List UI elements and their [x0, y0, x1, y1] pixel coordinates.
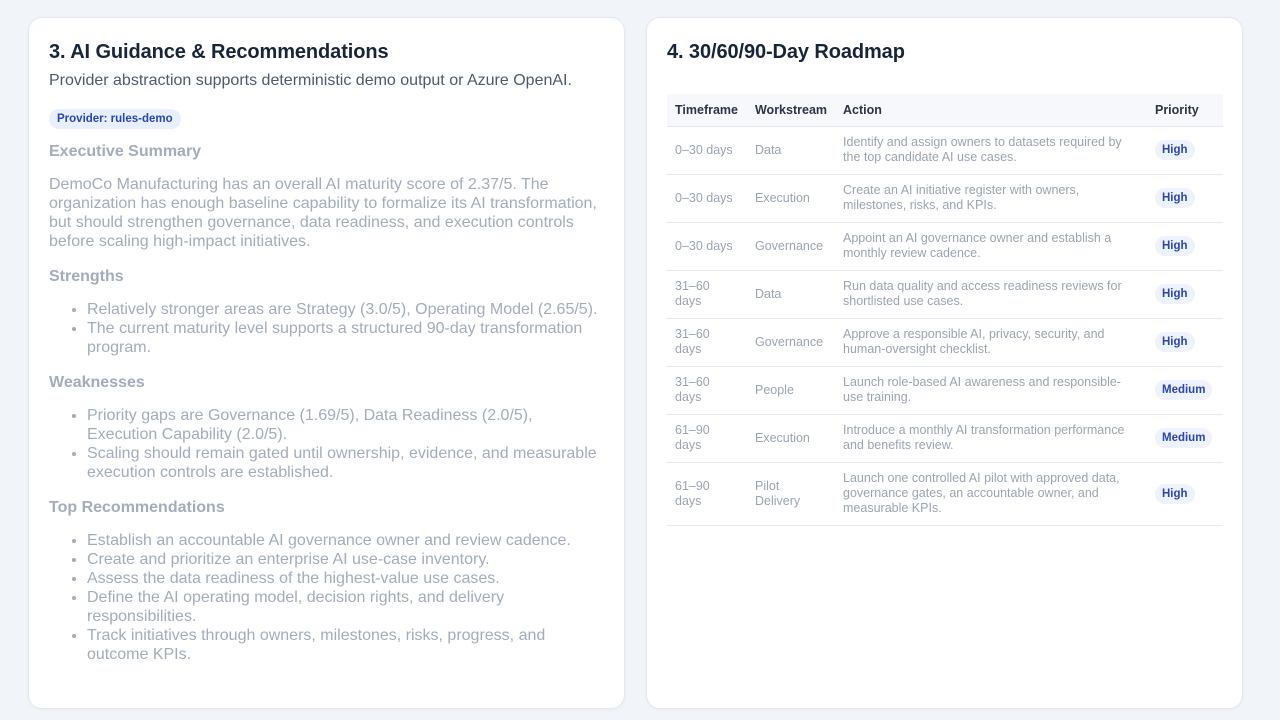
- timeframe-cell: 31–60 days: [667, 366, 747, 414]
- timeframe-cell: 31–60 days: [667, 318, 747, 366]
- list-item: • Priority gaps are Governance (1.69/5), Data Readiness (2.0/5), Execution Capability (2.0/5).: [87, 406, 604, 444]
- list-item: • Scaling should remain gated until ownership, evidence, and measurable execution controls are established.: [87, 444, 604, 482]
- timeframe-cell: 0–30 days: [667, 126, 747, 174]
- workstream-cell: Execution: [747, 414, 835, 462]
- action-cell: Approve a responsible AI, privacy, security, and human-oversight checklist.: [835, 318, 1147, 366]
- priority-badge: High: [1155, 140, 1195, 160]
- priority-cell: [1147, 270, 1223, 318]
- timeframe-cell: 0–30 days: [667, 222, 747, 270]
- priority-badge: High: [1155, 236, 1195, 256]
- recommendations-list: [49, 531, 604, 664]
- priority-badge: High: [1155, 332, 1195, 352]
- action-cell: Run data quality and access readiness reviews for shortlisted use cases.: [835, 270, 1147, 318]
- workstream-cell: Pilot Delivery: [747, 462, 835, 525]
- priority-cell: [1147, 366, 1223, 414]
- priority-badge: High: [1155, 188, 1195, 208]
- workstream-cell: Governance: [747, 318, 835, 366]
- provider-badge: Provider: rules-demo: [49, 109, 181, 129]
- action-cell: Identify and assign owners to datasets required by the top candidate AI use cases.: [835, 126, 1147, 174]
- recommendations-heading: Top Recommendations: [49, 499, 225, 516]
- table-row: [667, 414, 1223, 462]
- action-cell: Launch role-based AI awareness and responsible-use training.: [835, 366, 1147, 414]
- guidance-title: 3. AI Guidance & Recommendations: [49, 41, 389, 63]
- roadmap-card: [646, 17, 1243, 709]
- table-row: [667, 462, 1223, 525]
- action-cell: Appoint an AI governance owner and establish a monthly review cadence.: [835, 222, 1147, 270]
- action-cell: Launch one controlled AI pilot with approved data, governance gates, an accountable owner, and measurable KPIs.: [835, 462, 1147, 525]
- list-item: • Track initiatives through owners, milestones, risks, progress, and outcome KPIs.: [87, 626, 604, 664]
- strengths-list: [49, 300, 604, 357]
- priority-badge: Medium: [1155, 380, 1212, 400]
- workstream-cell: Data: [747, 126, 835, 174]
- executive-summary-heading: Executive Summary: [49, 143, 202, 160]
- list-item: • Relatively stronger areas are Strategy (3.0/5), Operating Model (2.65/5).: [87, 300, 604, 319]
- priority-cell: [1147, 318, 1223, 366]
- workstream-cell: Execution: [747, 174, 835, 222]
- table-row: [667, 126, 1223, 174]
- timeframe-cell: 31–60 days: [667, 270, 747, 318]
- timeframe-cell: 61–90 days: [667, 462, 747, 525]
- roadmap-table: [667, 94, 1223, 526]
- timeframe-cell: 61–90 days: [667, 414, 747, 462]
- priority-badge: High: [1155, 284, 1195, 304]
- column-header-action: Action: [835, 94, 1147, 126]
- workstream-cell: Governance: [747, 222, 835, 270]
- list-item: • Assess the data readiness of the highest-value use cases.: [87, 569, 604, 588]
- priority-badge: Medium: [1155, 428, 1212, 448]
- list-item: • The current maturity level supports a structured 90-day transformation program.: [87, 319, 604, 357]
- column-header-workstream: Workstream: [747, 94, 835, 126]
- workstream-cell: Data: [747, 270, 835, 318]
- table-row: [667, 174, 1223, 222]
- priority-cell: [1147, 222, 1223, 270]
- action-cell: Introduce a monthly AI transformation performance and benefits review.: [835, 414, 1147, 462]
- executive-summary-text: DemoCo Manufacturing has an overall AI maturity score of 2.37/5. The organization has enough baseline capability to formalize its AI transformation, but should strengthen governance, data readiness, and execution controls before scaling high-impact initiatives.: [49, 176, 597, 250]
- priority-cell: [1147, 126, 1223, 174]
- priority-cell: [1147, 414, 1223, 462]
- priority-cell: [1147, 462, 1223, 525]
- list-item: • Create and prioritize an enterprise AI use-case inventory.: [87, 550, 604, 569]
- weaknesses-heading: Weaknesses: [49, 374, 145, 391]
- priority-cell: [1147, 174, 1223, 222]
- roadmap-title: 4. 30/60/90-Day Roadmap: [667, 41, 905, 63]
- ai-guidance-card: [28, 17, 625, 709]
- workstream-cell: People: [747, 366, 835, 414]
- table-row: [667, 222, 1223, 270]
- list-item: • Establish an accountable AI governance owner and review cadence.: [87, 531, 604, 550]
- column-header-timeframe: Timeframe: [667, 94, 747, 126]
- table-row: [667, 318, 1223, 366]
- guidance-subtitle: Provider abstraction supports deterministic demo output or Azure OpenAI.: [49, 72, 572, 89]
- strengths-heading: Strengths: [49, 268, 124, 285]
- table-row: [667, 366, 1223, 414]
- table-header-row: [667, 94, 1223, 126]
- list-item: • Define the AI operating model, decision rights, and delivery responsibilities.: [87, 588, 604, 626]
- weaknesses-list: [49, 406, 604, 482]
- table-row: [667, 270, 1223, 318]
- action-cell: Create an AI initiative register with owners, milestones, risks, and KPIs.: [835, 174, 1147, 222]
- timeframe-cell: 0–30 days: [667, 174, 747, 222]
- column-header-priority: Priority: [1147, 94, 1223, 126]
- priority-badge: High: [1155, 484, 1195, 504]
